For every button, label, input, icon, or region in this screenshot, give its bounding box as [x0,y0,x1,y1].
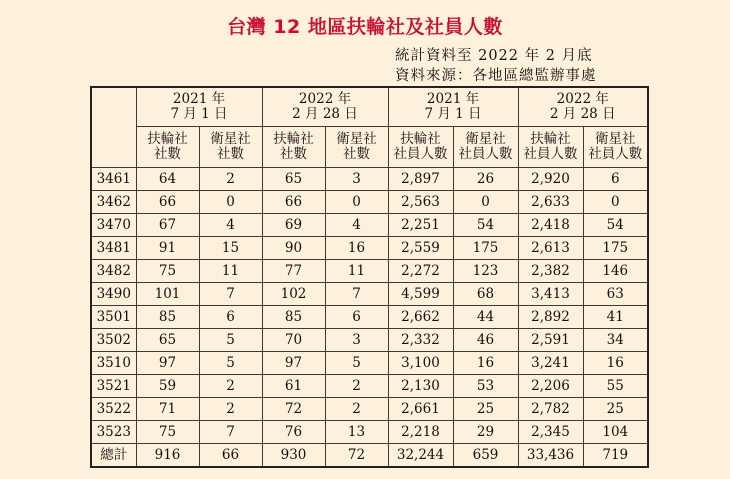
period-header-2: 2022 年 2 月 28 日 [262,87,388,127]
table-cell: 2,897 [388,168,453,191]
table-cell: 67 [136,214,199,237]
period-header-1: 2021 年 7 月 1 日 [136,87,262,127]
table-cell: 916 [136,444,199,468]
table-cell: 101 [136,283,199,306]
table-row [91,375,648,398]
table-cell: 97 [136,352,199,375]
table-row [91,329,648,352]
table-cell: 2 [199,168,262,191]
table-cell: 68 [453,283,518,306]
table-cell: 2,892 [518,306,583,329]
header-row-periods [91,87,648,127]
table-cell: 11 [325,260,388,283]
column-header: 扶輪社 社數 [262,127,325,168]
table-row [91,214,648,237]
table-cell: 59 [136,375,199,398]
table-cell: 2,920 [518,168,583,191]
table-cell: 2,782 [518,398,583,421]
table-cell: 2 [199,398,262,421]
table-cell: 76 [262,421,325,444]
table-row [91,352,648,375]
table-cell: 4 [199,214,262,237]
table-row [91,398,648,421]
table-cell: 2,559 [388,237,453,260]
table-cell: 2,218 [388,421,453,444]
table-cell: 146 [583,260,648,283]
column-header: 扶輪社 社數 [136,127,199,168]
table-cell: 29 [453,421,518,444]
table-cell: 2,332 [388,329,453,352]
table-cell: 123 [453,260,518,283]
table-cell: 175 [453,237,518,260]
district-code-cell: 3462 [91,191,136,214]
table-cell: 2,418 [518,214,583,237]
table-cell: 16 [453,352,518,375]
table-cell: 6 [583,168,648,191]
table-row [91,421,648,444]
district-code-cell: 3522 [91,398,136,421]
table-cell: 71 [136,398,199,421]
table-cell: 54 [583,214,648,237]
table-cell: 5 [325,352,388,375]
table-cell: 2,130 [388,375,453,398]
table-cell: 72 [325,444,388,468]
table-cell: 719 [583,444,648,468]
table-cell: 5 [199,329,262,352]
table-cell: 2 [325,398,388,421]
table-cell: 75 [136,421,199,444]
table-cell: 65 [262,168,325,191]
table-cell: 2,272 [388,260,453,283]
table-cell: 16 [583,352,648,375]
table-cell: 70 [262,329,325,352]
table-cell: 66 [262,191,325,214]
table-cell: 44 [453,306,518,329]
table-cell: 97 [262,352,325,375]
column-header: 衛星社 社員人數 [453,127,518,168]
data-source-note: 資料來源：各地區總監辦事處 [395,68,597,84]
table-cell: 2,591 [518,329,583,352]
table-row [91,260,648,283]
table-cell: 72 [262,398,325,421]
table-cell: 175 [583,237,648,260]
table-cell: 90 [262,237,325,260]
table-cell: 659 [453,444,518,468]
table-cell: 65 [136,329,199,352]
column-header: 衛星社 社數 [325,127,388,168]
table-cell: 7 [199,421,262,444]
table-cell: 6 [199,306,262,329]
table-cell: 3 [325,168,388,191]
table-cell: 85 [262,306,325,329]
table-cell: 2,613 [518,237,583,260]
table-cell: 61 [262,375,325,398]
district-code-cell: 3521 [91,375,136,398]
table-cell: 3,413 [518,283,583,306]
table-cell: 2,251 [388,214,453,237]
district-code-cell: 3510 [91,352,136,375]
column-header: 扶輪社 社員人數 [388,127,453,168]
header-row-columns [91,127,648,168]
district-code-cell: 3481 [91,237,136,260]
table-cell: 25 [453,398,518,421]
district-code-cell: 3490 [91,283,136,306]
table-body [91,168,648,468]
table-cell: 3,100 [388,352,453,375]
table-cell: 64 [136,168,199,191]
table-row [91,168,648,191]
table-cell: 0 [325,191,388,214]
column-header: 扶輪社 社員人數 [518,127,583,168]
table-cell: 2,206 [518,375,583,398]
table-cell: 85 [136,306,199,329]
table-cell: 66 [136,191,199,214]
table-cell: 102 [262,283,325,306]
column-header: 衛星社 社員人數 [583,127,648,168]
table-cell: 5 [199,352,262,375]
table-cell: 63 [583,283,648,306]
table-row [91,237,648,260]
table-cell: 77 [262,260,325,283]
table-cell: 2,345 [518,421,583,444]
table-cell: 2,563 [388,191,453,214]
period-header-3: 2021 年 7 月 1 日 [388,87,518,127]
table-cell: 41 [583,306,648,329]
district-code-cell: 3523 [91,421,136,444]
table-cell: 7 [199,283,262,306]
table-cell: 3,241 [518,352,583,375]
table-cell: 4 [325,214,388,237]
table-cell: 4,599 [388,283,453,306]
table-cell: 0 [199,191,262,214]
page-title: 台灣 12 地區扶輪社及社員人數 [227,16,503,38]
table-cell: 66 [199,444,262,468]
district-code-cell: 3470 [91,214,136,237]
table-cell: 13 [325,421,388,444]
table-row [91,191,648,214]
statistics-date-note: 統計資料至 2022 年 2 月底 [395,48,593,64]
table-cell: 53 [453,375,518,398]
table-row [91,283,648,306]
table-cell: 11 [199,260,262,283]
table-cell: 7 [325,283,388,306]
total-row [91,444,648,468]
rotary-clubs-table [90,86,649,468]
table-cell: 32,244 [388,444,453,468]
table-cell: 2 [325,375,388,398]
table-row [91,306,648,329]
table-cell: 2,382 [518,260,583,283]
table-cell: 34 [583,329,648,352]
table-cell: 15 [199,237,262,260]
table-cell: 33,436 [518,444,583,468]
district-code-cell: 3501 [91,306,136,329]
table-cell: 104 [583,421,648,444]
table-cell: 3 [325,329,388,352]
table-cell: 2,633 [518,191,583,214]
table-cell: 75 [136,260,199,283]
column-header: 衛星社 社數 [199,127,262,168]
table-cell: 16 [325,237,388,260]
table-cell: 0 [453,191,518,214]
table-cell: 2 [199,375,262,398]
table-cell: 2,661 [388,398,453,421]
period-header-4: 2022 年 2 月 28 日 [518,87,648,127]
table-cell: 55 [583,375,648,398]
table-cell: 69 [262,214,325,237]
table-cell: 54 [453,214,518,237]
table-cell: 0 [583,191,648,214]
table-cell: 2,662 [388,306,453,329]
district-code-cell: 3461 [91,168,136,191]
district-code-cell: 3482 [91,260,136,283]
table-cell: 930 [262,444,325,468]
table-cell: 91 [136,237,199,260]
district-code-cell: 3502 [91,329,136,352]
table-cell: 46 [453,329,518,352]
table-cell: 26 [453,168,518,191]
district-header-cell [91,87,136,168]
table-cell: 25 [583,398,648,421]
table-cell: 6 [325,306,388,329]
district-code-cell: 總計 [91,444,136,468]
